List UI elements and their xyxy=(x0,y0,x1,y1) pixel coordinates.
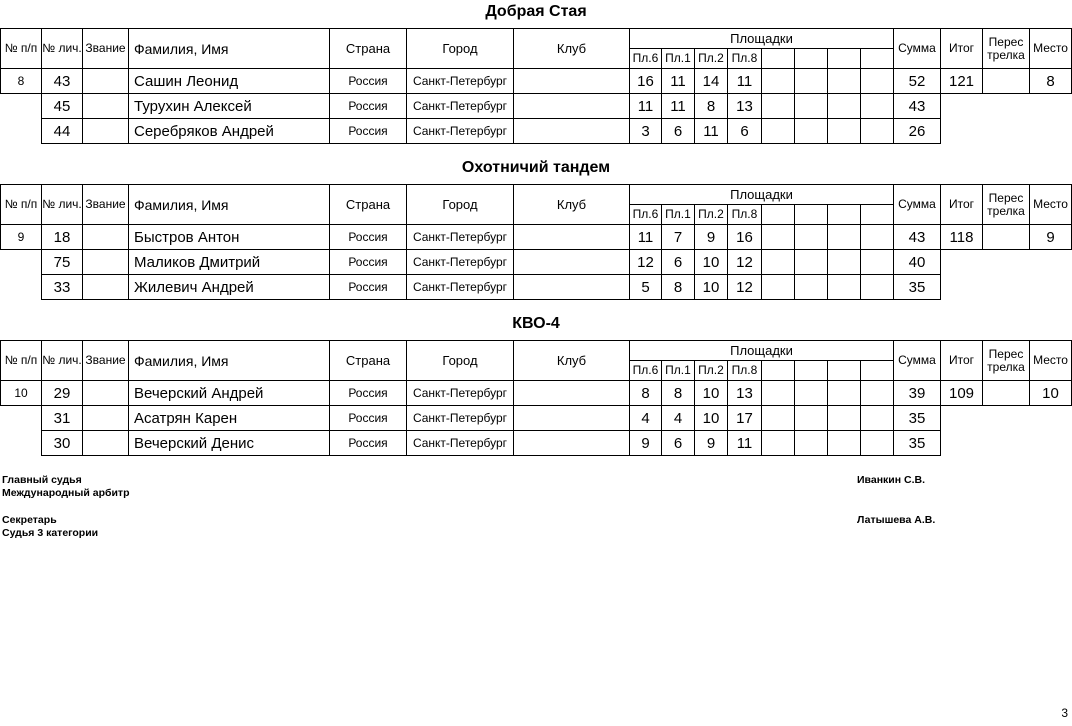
member-lic: 33 xyxy=(41,274,83,300)
member-city: Санкт-Петербург xyxy=(406,224,514,250)
member-lic: 29 xyxy=(41,380,83,406)
member-country: Россия xyxy=(329,249,407,275)
member-platform-empty xyxy=(761,405,795,431)
secretary-rank: Судья 3 категории xyxy=(2,527,99,539)
header-platform-empty xyxy=(794,360,828,381)
header-sum: Сумма xyxy=(893,340,941,381)
header-rank: Звание xyxy=(82,184,129,225)
member-platform-empty xyxy=(794,118,828,144)
member-club xyxy=(513,224,630,250)
member-rank xyxy=(82,118,129,144)
member-p6: 4 xyxy=(629,405,662,431)
member-platform-empty xyxy=(794,380,828,406)
header-num: № п/п xyxy=(0,340,42,381)
chief-judge-title: Главный судья xyxy=(2,474,82,486)
header-sum: Сумма xyxy=(893,184,941,225)
header-p6: Пл.6 xyxy=(629,360,662,381)
member-name: Серебряков Андрей xyxy=(128,118,330,144)
member-club xyxy=(513,249,630,275)
header-shootoff: Перестрелка xyxy=(982,28,1030,69)
member-platform-empty xyxy=(827,224,861,250)
header-country: Страна xyxy=(329,184,407,225)
member-platform-empty xyxy=(761,118,795,144)
header-place: Место xyxy=(1029,28,1072,69)
member-platform-empty xyxy=(827,405,861,431)
team-title: Охотничий тандем xyxy=(461,159,611,176)
header-platform-empty xyxy=(794,204,828,225)
member-p1: 8 xyxy=(661,380,695,406)
member-lic: 30 xyxy=(41,430,83,456)
member-platform-empty xyxy=(794,68,828,94)
header-platform-empty xyxy=(761,360,795,381)
member-name: Сашин Леонид xyxy=(128,68,330,94)
member-p2: 10 xyxy=(694,249,728,275)
member-p2: 8 xyxy=(694,93,728,119)
member-platform-empty xyxy=(860,380,894,406)
header-platform-empty xyxy=(761,204,795,225)
team-number: 10 xyxy=(0,380,42,406)
header-p2: Пл.2 xyxy=(694,204,728,225)
member-p8: 11 xyxy=(727,430,762,456)
header-total: Итог xyxy=(940,28,983,69)
team-total: 121 xyxy=(940,68,983,94)
member-city: Санкт-Петербург xyxy=(406,405,514,431)
member-rank xyxy=(82,274,129,300)
member-p8: 6 xyxy=(727,118,762,144)
member-lic: 31 xyxy=(41,405,83,431)
member-p2: 10 xyxy=(694,405,728,431)
team-title: КВО-4 xyxy=(512,315,560,332)
member-p1: 11 xyxy=(661,93,695,119)
member-p6: 11 xyxy=(629,93,662,119)
page-number: 3 xyxy=(1061,706,1068,720)
header-country: Страна xyxy=(329,28,407,69)
member-club xyxy=(513,68,630,94)
member-platform-empty xyxy=(860,430,894,456)
header-platforms: Площадки xyxy=(629,340,894,361)
header-lic: № лич. xyxy=(41,184,83,225)
member-city: Санкт-Петербург xyxy=(406,93,514,119)
member-platform-empty xyxy=(860,405,894,431)
member-sum: 43 xyxy=(893,93,941,119)
member-lic: 18 xyxy=(41,224,83,250)
header-num: № п/п xyxy=(0,28,42,69)
team-place: 10 xyxy=(1029,380,1072,406)
member-p2: 9 xyxy=(694,224,728,250)
header-p8: Пл.8 xyxy=(727,204,762,225)
team-shootoff xyxy=(982,224,1030,250)
secretary-name: Латышева А.В. xyxy=(857,514,936,526)
header-p2: Пл.2 xyxy=(694,360,728,381)
member-platform-empty xyxy=(794,274,828,300)
chief-judge-rank: Международный арбитр xyxy=(2,487,130,499)
header-platform-empty xyxy=(827,204,861,225)
team-shootoff xyxy=(982,68,1030,94)
team-number: 9 xyxy=(0,224,42,250)
member-club xyxy=(513,274,630,300)
member-p8: 12 xyxy=(727,274,762,300)
header-p8: Пл.8 xyxy=(727,360,762,381)
header-platform-empty xyxy=(860,360,894,381)
header-city: Город xyxy=(406,340,514,381)
header-club: Клуб xyxy=(513,340,630,381)
member-p6: 3 xyxy=(629,118,662,144)
member-city: Санкт-Петербург xyxy=(406,249,514,275)
header-shootoff: Перестрелка xyxy=(982,340,1030,381)
header-platforms: Площадки xyxy=(629,184,894,205)
header-name: Фамилия, Имя xyxy=(128,184,330,225)
member-platform-empty xyxy=(827,118,861,144)
member-p1: 11 xyxy=(661,68,695,94)
member-platform-empty xyxy=(860,118,894,144)
member-sum: 43 xyxy=(893,224,941,250)
header-p1: Пл.1 xyxy=(661,48,695,69)
member-sum: 26 xyxy=(893,118,941,144)
member-platform-empty xyxy=(761,68,795,94)
member-name: Вечерский Денис xyxy=(128,430,330,456)
member-p8: 13 xyxy=(727,380,762,406)
member-platform-empty xyxy=(761,274,795,300)
team-place: 9 xyxy=(1029,224,1072,250)
member-p8: 16 xyxy=(727,224,762,250)
member-platform-empty xyxy=(761,249,795,275)
chief-judge-name: Иванкин С.В. xyxy=(857,474,926,486)
member-sum: 52 xyxy=(893,68,941,94)
member-p2: 11 xyxy=(694,118,728,144)
member-rank xyxy=(82,405,129,431)
member-platform-empty xyxy=(860,68,894,94)
header-shootoff: Перестрелка xyxy=(982,184,1030,225)
header-platforms: Площадки xyxy=(629,28,894,49)
member-platform-empty xyxy=(794,249,828,275)
member-platform-empty xyxy=(827,380,861,406)
member-platform-empty xyxy=(794,93,828,119)
member-p1: 4 xyxy=(661,405,695,431)
header-platform-empty xyxy=(827,360,861,381)
member-p8: 17 xyxy=(727,405,762,431)
member-p2: 10 xyxy=(694,380,728,406)
member-platform-empty xyxy=(860,224,894,250)
header-p1: Пл.1 xyxy=(661,360,695,381)
member-platform-empty xyxy=(860,274,894,300)
member-p8: 11 xyxy=(727,68,762,94)
member-city: Санкт-Петербург xyxy=(406,380,514,406)
member-city: Санкт-Петербург xyxy=(406,68,514,94)
member-lic: 43 xyxy=(41,68,83,94)
member-country: Россия xyxy=(329,380,407,406)
header-lic: № лич. xyxy=(41,340,83,381)
member-club xyxy=(513,405,630,431)
header-city: Город xyxy=(406,28,514,69)
header-name: Фамилия, Имя xyxy=(128,340,330,381)
member-city: Санкт-Петербург xyxy=(406,118,514,144)
member-platform-empty xyxy=(860,249,894,275)
member-platform-empty xyxy=(827,430,861,456)
member-name: Быстров Антон xyxy=(128,224,330,250)
header-p2: Пл.2 xyxy=(694,48,728,69)
member-rank xyxy=(82,430,129,456)
member-platform-empty xyxy=(827,249,861,275)
member-p2: 9 xyxy=(694,430,728,456)
member-platform-empty xyxy=(827,274,861,300)
header-country: Страна xyxy=(329,340,407,381)
header-club: Клуб xyxy=(513,28,630,69)
member-lic: 44 xyxy=(41,118,83,144)
member-name: Вечерский Андрей xyxy=(128,380,330,406)
team-shootoff xyxy=(982,380,1030,406)
team-title: Добрая Стая xyxy=(485,3,587,20)
header-place: Место xyxy=(1029,340,1072,381)
member-rank xyxy=(82,68,129,94)
member-p1: 7 xyxy=(661,224,695,250)
member-p6: 8 xyxy=(629,380,662,406)
member-name: Турухин Алексей xyxy=(128,93,330,119)
member-platform-empty xyxy=(827,93,861,119)
header-platform-empty xyxy=(794,48,828,69)
member-p8: 12 xyxy=(727,249,762,275)
member-p2: 10 xyxy=(694,274,728,300)
header-club: Клуб xyxy=(513,184,630,225)
team-place: 8 xyxy=(1029,68,1072,94)
header-total: Итог xyxy=(940,184,983,225)
member-platform-empty xyxy=(761,224,795,250)
header-total: Итог xyxy=(940,340,983,381)
member-platform-empty xyxy=(794,224,828,250)
member-country: Россия xyxy=(329,118,407,144)
member-country: Россия xyxy=(329,68,407,94)
header-p1: Пл.1 xyxy=(661,204,695,225)
member-name: Маликов Дмитрий xyxy=(128,249,330,275)
team-number: 8 xyxy=(0,68,42,94)
member-p6: 5 xyxy=(629,274,662,300)
member-p6: 16 xyxy=(629,68,662,94)
member-rank xyxy=(82,93,129,119)
header-name: Фамилия, Имя xyxy=(128,28,330,69)
member-p1: 6 xyxy=(661,249,695,275)
header-platform-empty xyxy=(761,48,795,69)
header-platform-empty xyxy=(860,48,894,69)
header-rank: Звание xyxy=(82,340,129,381)
team-total: 118 xyxy=(940,224,983,250)
member-sum: 35 xyxy=(893,430,941,456)
header-sum: Сумма xyxy=(893,28,941,69)
header-platform-empty xyxy=(827,48,861,69)
member-lic: 45 xyxy=(41,93,83,119)
header-p6: Пл.6 xyxy=(629,204,662,225)
member-country: Россия xyxy=(329,93,407,119)
header-p6: Пл.6 xyxy=(629,48,662,69)
member-p1: 6 xyxy=(661,118,695,144)
member-club xyxy=(513,93,630,119)
member-p1: 6 xyxy=(661,430,695,456)
member-rank xyxy=(82,249,129,275)
member-lic: 75 xyxy=(41,249,83,275)
member-country: Россия xyxy=(329,405,407,431)
member-name: Жилевич Андрей xyxy=(128,274,330,300)
member-rank xyxy=(82,224,129,250)
team-total: 109 xyxy=(940,380,983,406)
member-club xyxy=(513,118,630,144)
member-club xyxy=(513,430,630,456)
member-platform-empty xyxy=(761,430,795,456)
header-p8: Пл.8 xyxy=(727,48,762,69)
member-sum: 40 xyxy=(893,249,941,275)
member-platform-empty xyxy=(827,68,861,94)
header-num: № п/п xyxy=(0,184,42,225)
member-platform-empty xyxy=(761,93,795,119)
header-place: Место xyxy=(1029,184,1072,225)
member-p6: 12 xyxy=(629,249,662,275)
member-p6: 9 xyxy=(629,430,662,456)
member-p2: 14 xyxy=(694,68,728,94)
member-name: Асатрян Карен xyxy=(128,405,330,431)
member-p1: 8 xyxy=(661,274,695,300)
member-platform-empty xyxy=(794,430,828,456)
member-platform-empty xyxy=(794,405,828,431)
member-sum: 35 xyxy=(893,405,941,431)
header-city: Город xyxy=(406,184,514,225)
member-platform-empty xyxy=(761,380,795,406)
header-platform-empty xyxy=(860,204,894,225)
secretary-title: Секретарь xyxy=(2,514,57,526)
header-rank: Звание xyxy=(82,28,129,69)
member-city: Санкт-Петербург xyxy=(406,430,514,456)
member-sum: 35 xyxy=(893,274,941,300)
member-rank xyxy=(82,380,129,406)
member-sum: 39 xyxy=(893,380,941,406)
member-p6: 11 xyxy=(629,224,662,250)
header-lic: № лич. xyxy=(41,28,83,69)
member-platform-empty xyxy=(860,93,894,119)
member-city: Санкт-Петербург xyxy=(406,274,514,300)
member-p8: 13 xyxy=(727,93,762,119)
member-country: Россия xyxy=(329,430,407,456)
member-country: Россия xyxy=(329,224,407,250)
member-country: Россия xyxy=(329,274,407,300)
member-club xyxy=(513,380,630,406)
